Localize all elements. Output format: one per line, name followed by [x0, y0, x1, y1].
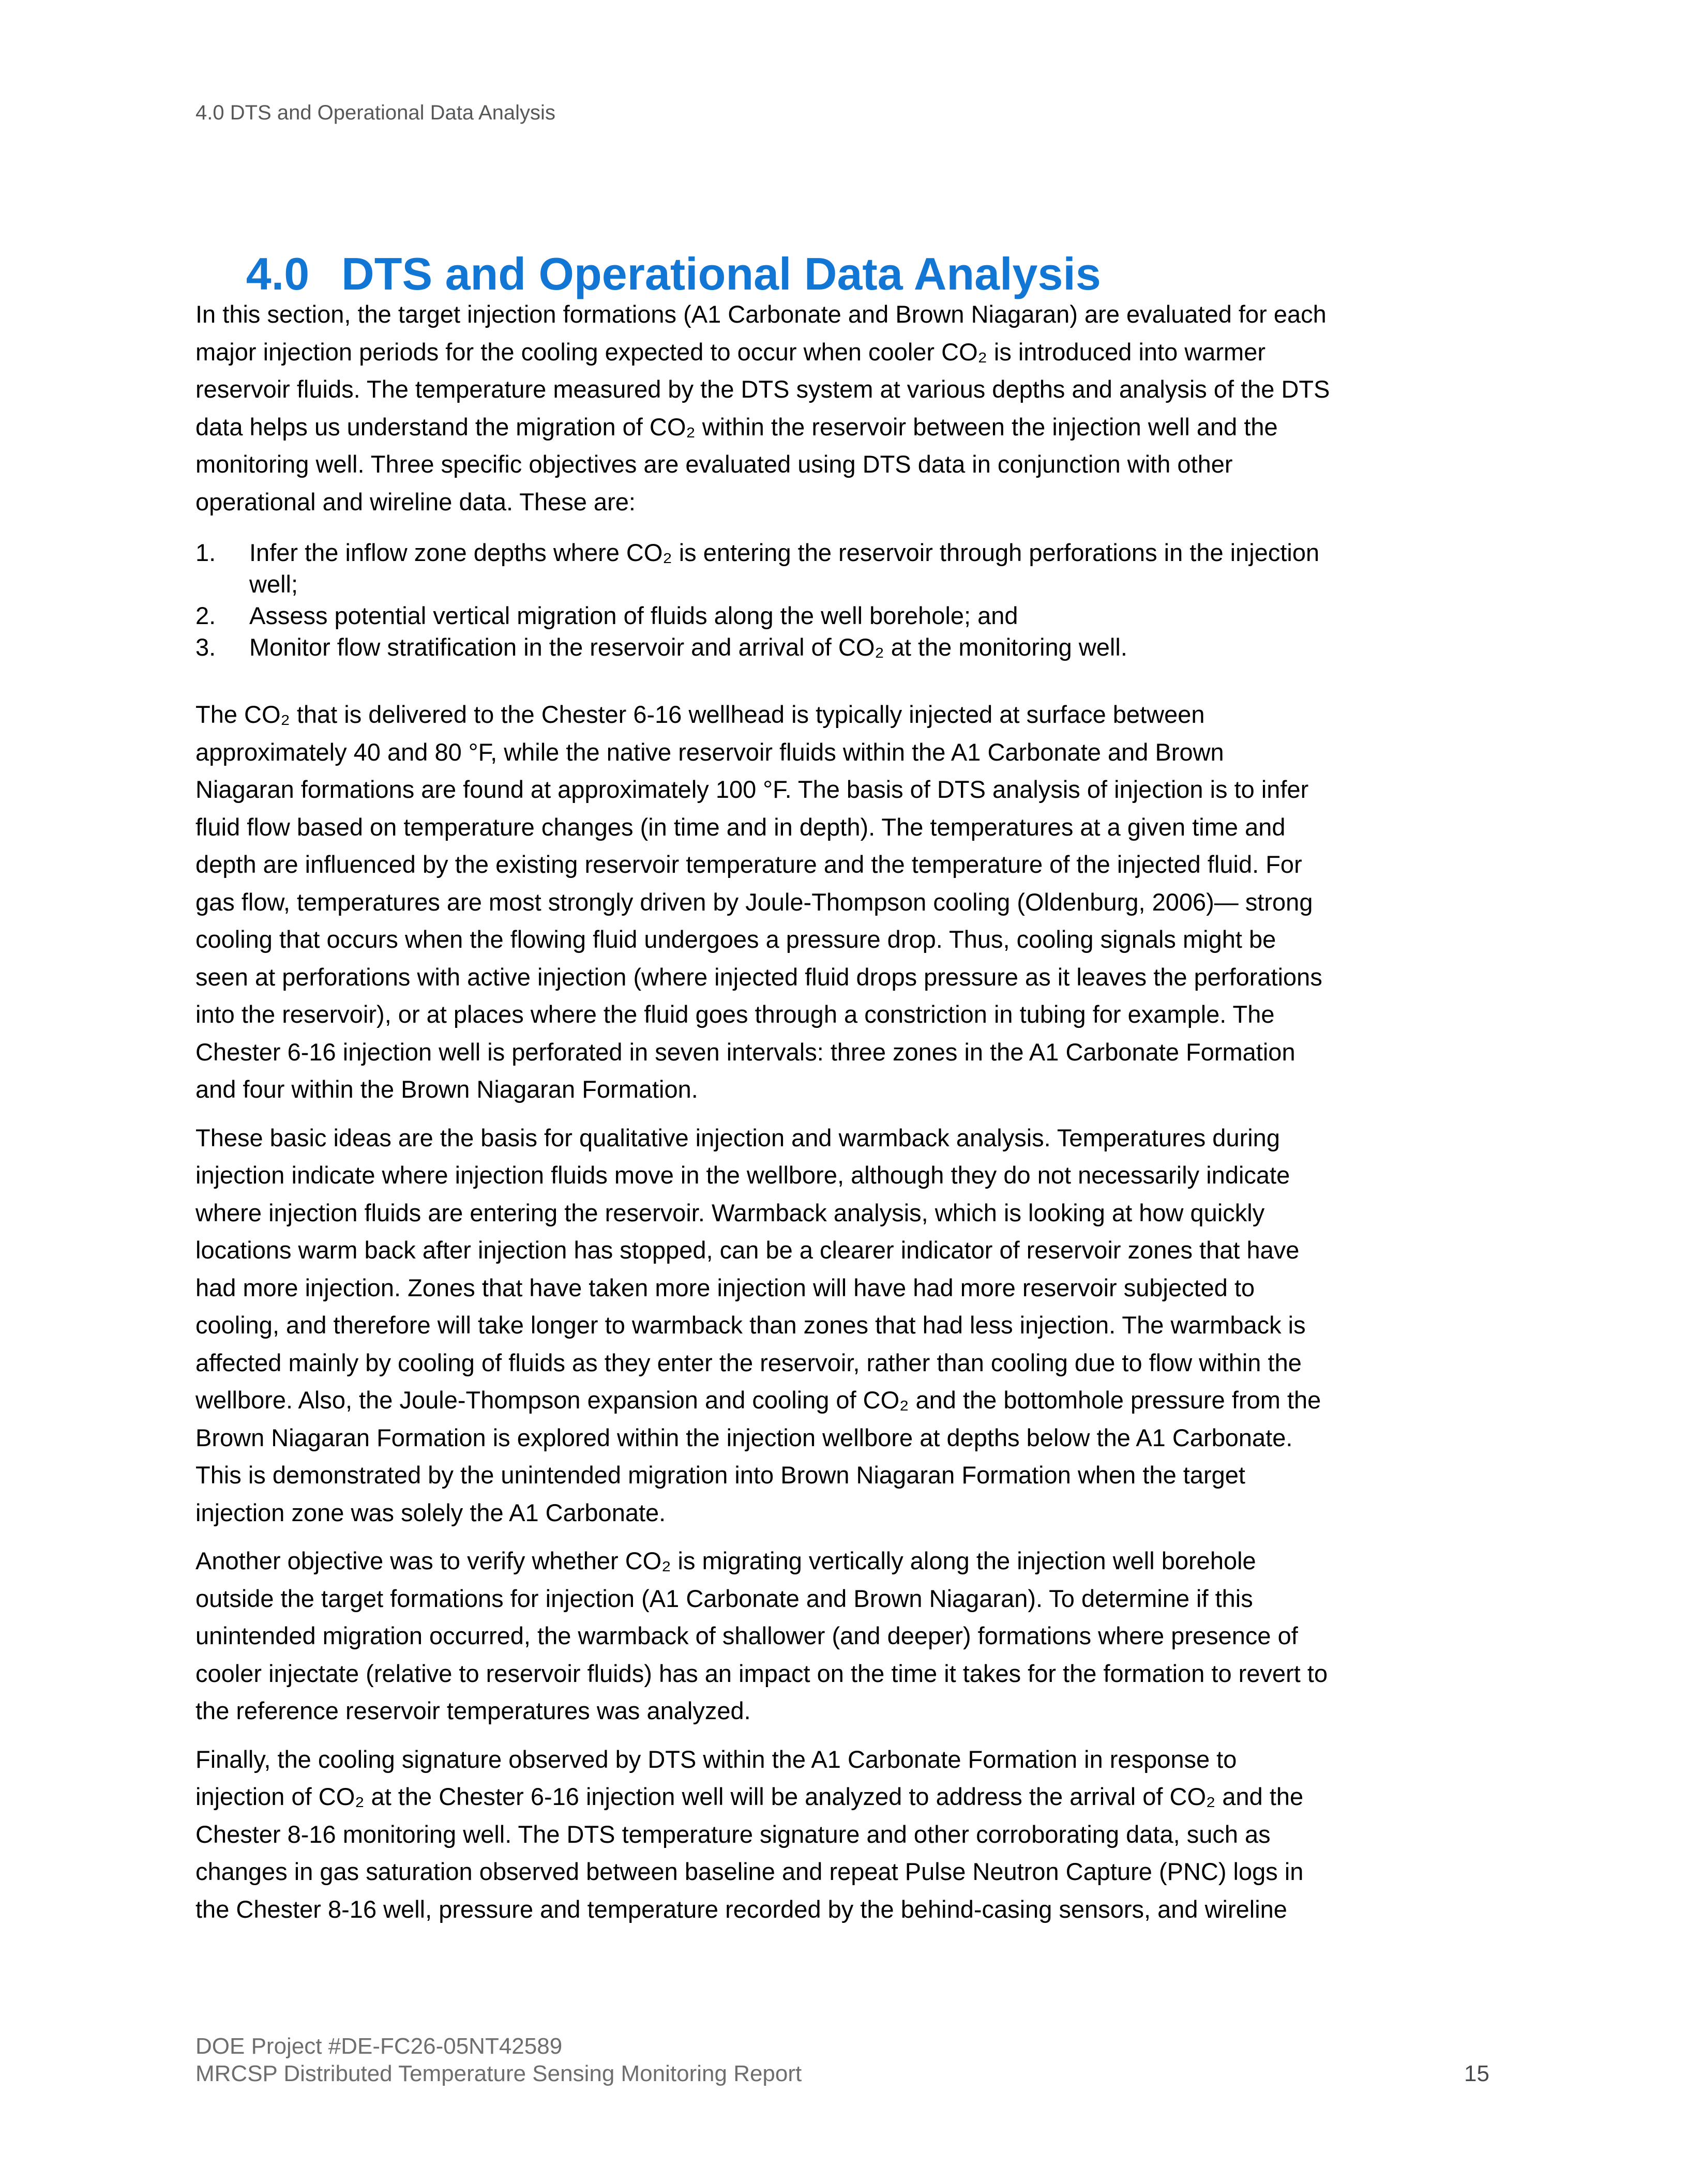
page-number: 15 — [1464, 2061, 1489, 2086]
list-item-1 — [195, 537, 1489, 600]
paragraph-co2-delivery: The CO₂ that is delivered to the Chester 6-16 wellhead is typically injected at surface between approximately 40 and 80 °F, while the native reservoir fluids within the A1 Carbonate and Brown Niagaran formations are found at approximately 100 °F. The basis of DTS analysis of injection is to infer fluid flow based on temperature changes (in time and in depth). The temperatures at a given time and depth are influenced by the existing reservoir temperature and the temperature of the injected fluid. For gas flow, temperatures are most strongly driven by Joule-Thompson cooling (Oldenburg, 2006)— strong cooling that occurs when the flowing fluid undergoes a pressure drop. Thus, cooling signals might be seen at perforations with active injection (where injected fluid drops pressure as it leaves the perforations into the reservoir), or at places where the fluid goes through a constriction in tubing for example. The Chester 6-16 injection well is perforated in seven intervals: three zones in the A1 Carbonate Formation and four within the Brown Niagaran Formation. — [195, 701, 1322, 1103]
list-item-1-number: 1. — [195, 539, 216, 566]
list-item-3-text: Monitor flow stratification in the reservoir and arrival of CO₂ at the monitoring well. — [249, 633, 1127, 661]
list-item-2 — [195, 600, 1489, 631]
objectives-numbered-list — [195, 537, 1489, 663]
footer-project-number: DOE Project #DE-FC26-05NT42589 — [195, 2034, 563, 2059]
page-footer — [195, 2033, 1489, 2087]
paragraph-cooling-signature: Finally, the cooling signature observed by DTS within the A1 Carbonate Formation in response to injection of CO₂ at the Chester 6-16 injection well will be analyzed to address the arrival of CO₂ and the Chester 8-16 monitoring well. The DTS temperature signature and other corroborating data, such as changes in gas saturation observed between baseline and repeat Pulse Neutron Capture (PNC) logs in the Chester 8-16 well, pressure and temperature recorded by the behind-casing sensors, and wireline — [195, 1745, 1304, 1923]
paragraph-vertical-migration: Another objective was to verify whether CO₂ is migrating vertically along the injection well borehole outside the target formations for injection (A1 Carbonate and Brown Niagaran). To determine if this unintended migration occurred, the warmback of shallower (and deeper) formations where presence of cooler injectate (relative to reservoir fluids) has an impact on the time it takes for the formation to revert to the reference reservoir temperatures was analyzed. — [195, 1547, 1328, 1724]
body-content — [195, 296, 1489, 1928]
list-item-2-number: 2. — [195, 602, 216, 629]
paragraph-warmback-basics: These basic ideas are the basis for qualitative injection and warmback analysis. Temperatures during injection indicate where injection fluids move in the wellbore, although they do not necessarily indicate where injection fluids are entering the reservoir. Warmback analysis, which is looking at how quickly locations warm back after injection has stopped, can be a clearer indicator of reservoir zones that have had more injection. Zones that have taken more injection will have had more reservoir subjected to cooling, and therefore will take longer to warmback than zones that had less injection. The warmback is affected mainly by cooling of fluids as they enter the reservoir, rather than cooling due to flow within the wellbore. Also, the Joule-Thompson expansion and cooling of CO₂ and the bottomhole pressure from the Brown Niagaran Formation is explored within the injection wellbore at depths below the A1 Carbonate. This is demonstrated by the unintended migration into Brown Niagaran Formation when the target injection zone was solely the A1 Carbonate. — [195, 1124, 1321, 1526]
section-title-text: DTS and Operational Data Analysis — [341, 248, 1101, 299]
list-item-2-text: Assess potential vertical migration of fluids along the well borehole; and — [249, 602, 1018, 629]
list-item-3-number: 3. — [195, 633, 216, 661]
list-item-3 — [195, 631, 1489, 663]
footer-report-title: MRCSP Distributed Temperature Sensing Monitoring Report — [195, 2061, 802, 2086]
running-header: 4.0 DTS and Operational Data Analysis — [195, 101, 555, 124]
paragraph-intro: In this section, the target injection formations (A1 Carbonate and Brown Niagaran) are evaluated for each major injection periods for the cooling expected to occur when cooler CO₂ is introduced into warmer reservoir fluids. The temperature measured by the DTS system at various depths and analysis of the DTS data helps us understand the migration of CO₂ within the reservoir between the injection well and the monitoring well. Three specific objectives are evaluated using DTS data in conjunction with other operational and wireline data. These are: — [195, 300, 1330, 515]
section-number: 4.0 — [246, 248, 310, 299]
list-item-1-text: Infer the inflow zone depths where CO₂ is entering the reservoir through perforations in the injection well; — [249, 539, 1320, 598]
